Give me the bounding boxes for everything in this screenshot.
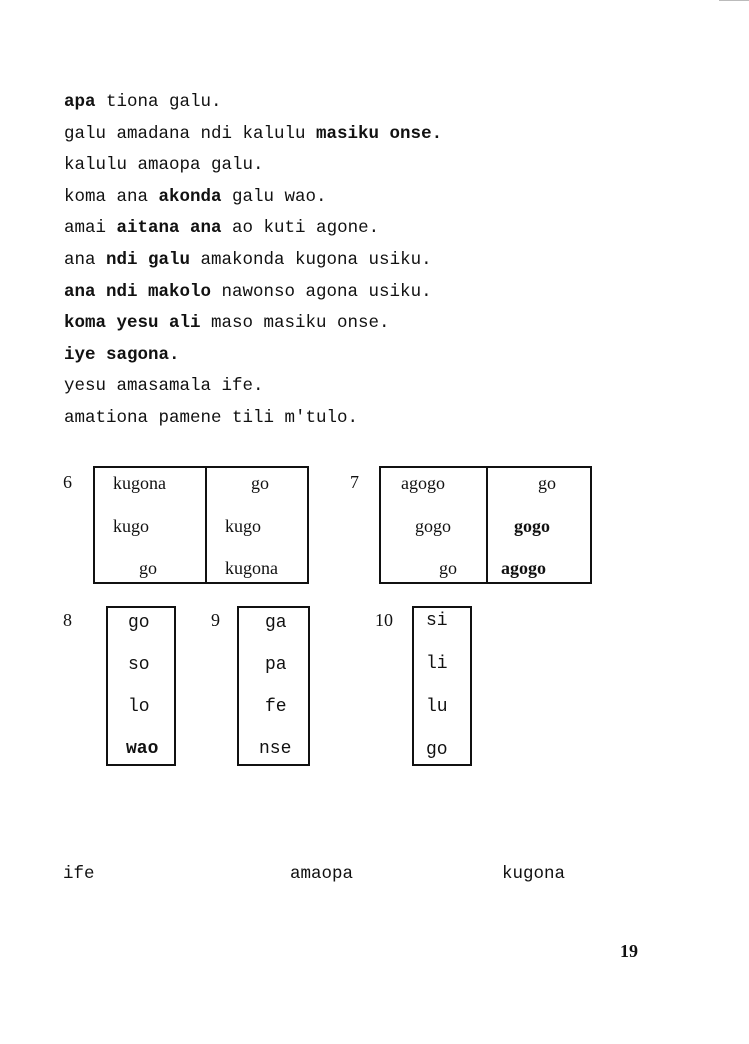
ex6-right-2: kugo <box>225 516 261 536</box>
passage-line <box>64 215 442 247</box>
ex6-left-2: kugo <box>113 516 149 536</box>
ex7-right-3: agogo <box>501 558 546 578</box>
text-run: yesu amasamala ife. <box>64 376 264 397</box>
text-run: nawonso agona usiku. <box>211 281 432 302</box>
ex6-right-1: go <box>251 473 269 493</box>
bold-text-run: masiku onse. <box>316 123 443 144</box>
ex8-item-4: wao <box>126 739 159 759</box>
bottom-word-3: kugona <box>502 864 566 884</box>
bold-text-run: koma yesu ali <box>64 313 201 334</box>
ex6-left-3: go <box>139 558 157 578</box>
top-edge-line <box>719 0 749 1</box>
passage-line <box>64 184 442 216</box>
reading-passage <box>64 89 442 437</box>
ex9-item-4: nse <box>259 739 292 759</box>
exercise-6-table <box>93 466 309 584</box>
passage-line <box>64 279 442 311</box>
bottom-word-1: ife <box>63 864 95 884</box>
ex7-left-3: go <box>439 558 457 578</box>
passage-line <box>64 342 442 374</box>
bold-text-run: akonda <box>158 186 222 207</box>
passage-line <box>64 310 442 342</box>
exercise-7-number: 7 <box>350 472 359 492</box>
ex9-item-2: pa <box>265 655 287 675</box>
text-run: koma ana <box>64 186 159 207</box>
bold-text-run: ndi galu <box>106 249 191 270</box>
text-run: ana <box>64 249 107 270</box>
passage-line <box>64 373 442 405</box>
exercise-9-column <box>237 606 310 766</box>
text-run: galu amadana ndi kalulu <box>64 123 317 144</box>
text-run: tiona galu. <box>95 92 222 112</box>
bold-text-run: ana ndi makolo <box>64 281 212 302</box>
exercise-8-number: 8 <box>63 610 72 630</box>
ex7-left-1: agogo <box>401 473 445 493</box>
text-run: ao kuti agone. <box>221 218 380 239</box>
text-run: amationa pamene tili m'tulo. <box>64 407 359 428</box>
ex8-item-3: lo <box>128 697 150 717</box>
exercise-6-number: 6 <box>63 472 72 492</box>
passage-line <box>64 152 442 184</box>
ex9-item-3: fe <box>265 697 287 717</box>
bold-text-run: aitana ana <box>116 218 222 239</box>
ex7-right-1: go <box>538 473 556 493</box>
text-run: galu wao. <box>221 186 327 207</box>
bottom-word-2: amaopa <box>290 864 354 884</box>
ex6-right-3: kugona <box>225 558 278 578</box>
exercise-10-column <box>412 606 472 766</box>
ex7-left-2: gogo <box>415 516 451 536</box>
ex8-item-1: go <box>128 613 150 633</box>
ex10-item-1: si <box>426 611 448 631</box>
passage-line <box>64 247 442 279</box>
ex6-left-1: kugona <box>113 473 166 493</box>
passage-line <box>64 121 442 153</box>
text-run: kalulu amaopa galu. <box>64 155 264 176</box>
ex10-item-2: li <box>426 654 448 674</box>
ex10-item-4: go <box>426 740 448 760</box>
exercise-8-column <box>106 606 176 766</box>
exercise-10-number: 10 <box>375 610 393 630</box>
exercise-7-table <box>379 466 592 584</box>
bold-text-run: apa <box>64 92 96 112</box>
text-run: maso masiku onse. <box>200 313 390 334</box>
passage-line <box>64 89 442 121</box>
ex8-item-2: so <box>128 655 150 675</box>
passage-line <box>64 405 442 437</box>
ex7-right-2: gogo <box>514 516 550 536</box>
exercise-9-number: 9 <box>211 610 220 630</box>
bold-text-run: iye sagona. <box>64 344 180 365</box>
text-run: amakonda kugona usiku. <box>190 249 432 270</box>
ex9-item-1: ga <box>265 613 287 633</box>
ex10-item-3: lu <box>426 697 448 717</box>
text-run: amai <box>64 218 117 239</box>
page-number: 19 <box>620 941 638 961</box>
